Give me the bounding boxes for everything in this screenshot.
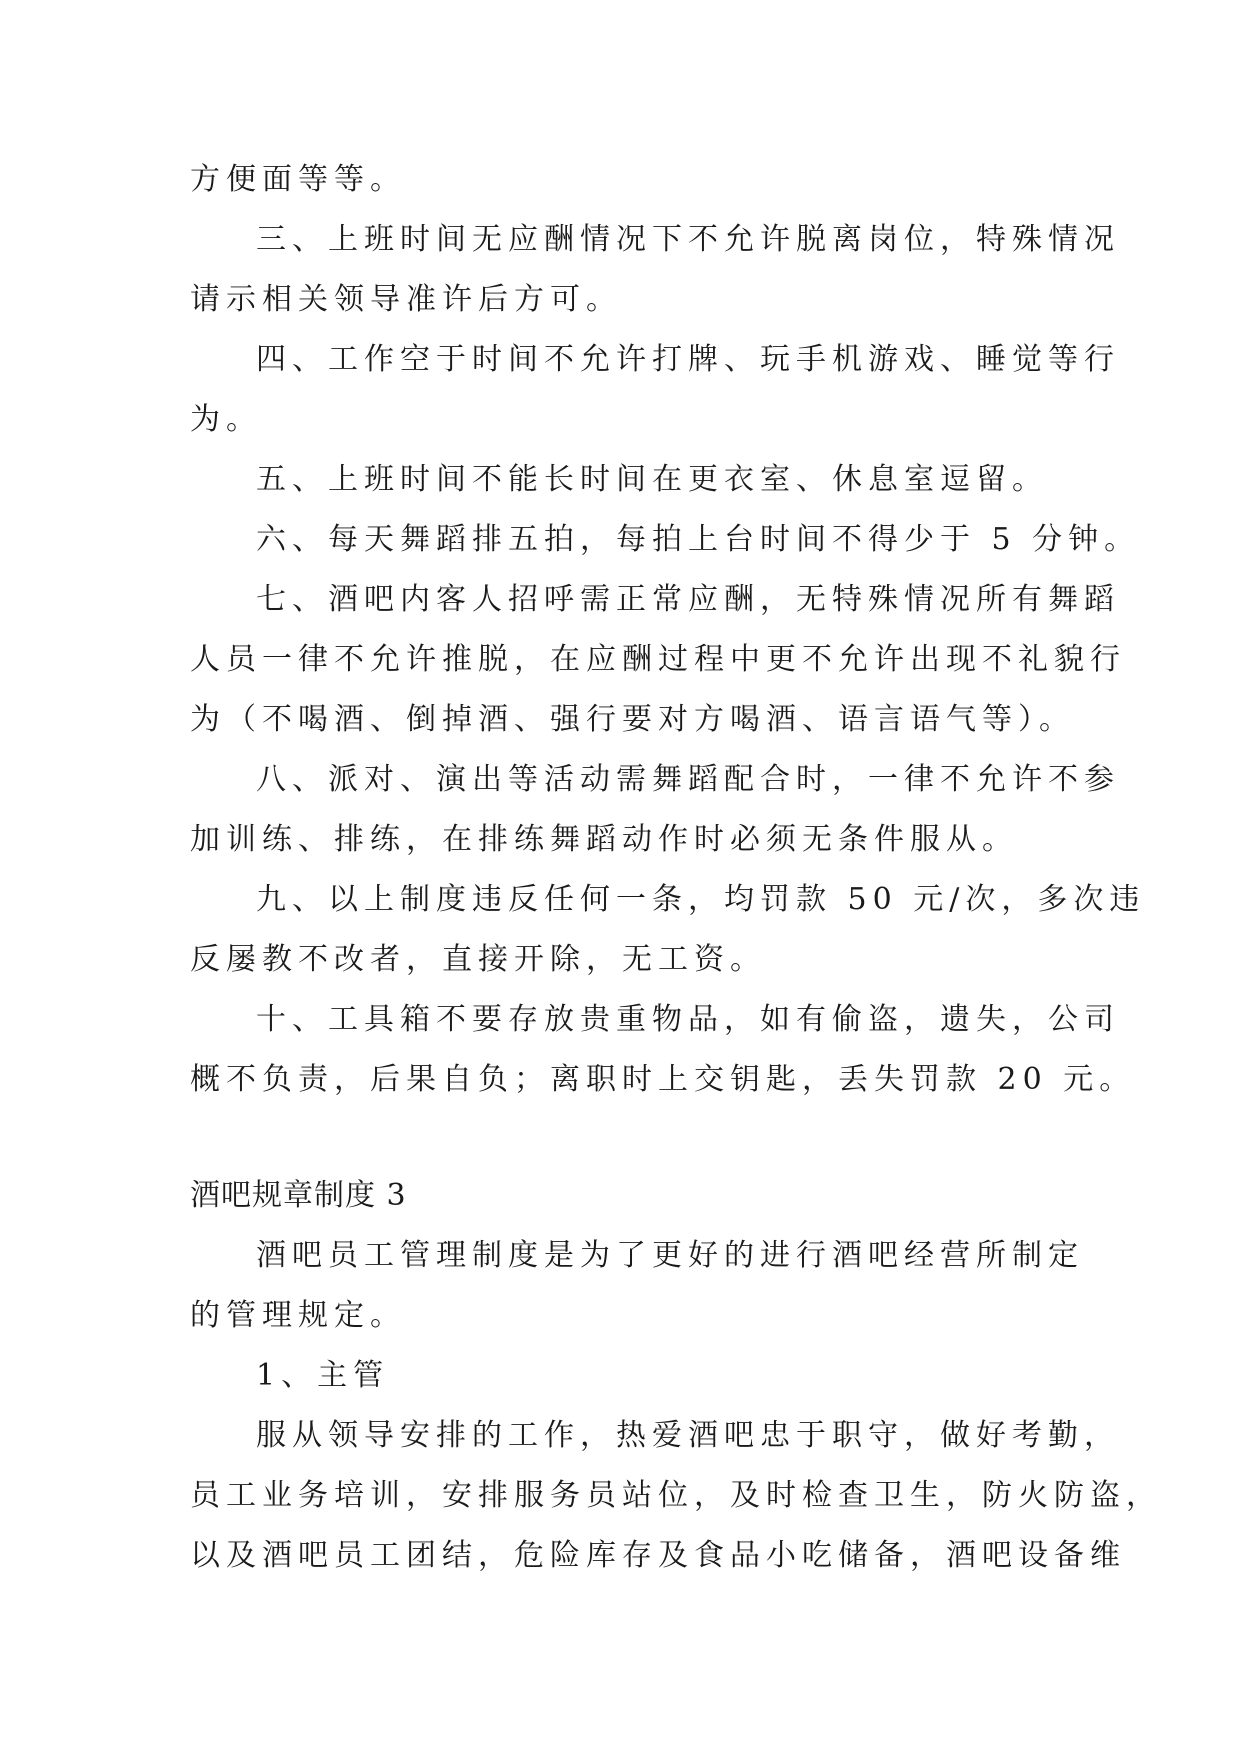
rule-3-line-1: 三、上班时间无应酬情况下不允许脱离岗位，特殊情况 [256,222,1120,257]
rule-3-line-2: 请示相关领导准许后方可。 [190,282,622,317]
rule-10-line-2: 概不负责，后果自负；离职时上交钥匙，丢失罚款 20 元。 [190,1062,1136,1097]
rule-8-line-2: 加训练、排练，在排练舞蹈动作时必须无条件服从。 [190,822,1018,857]
rule-4-line-1: 四、工作空于时间不允许打牌、玩手机游戏、睡觉等行 [256,342,1120,377]
section-heading: 酒吧规章制度 3 [190,1178,407,1213]
supervisor-line-1: 服从领导安排的工作，热爱酒吧忠于职守，做好考勤， [256,1418,1120,1453]
supervisor-line-3: 以及酒吧员工团结，危险库存及食品小吃储备，酒吧设备维 [190,1538,1126,1573]
rule-8-line-1: 八、派对、演出等活动需舞蹈配合时，一律不允许不参 [256,762,1120,797]
intro-line-2: 的管理规定。 [190,1298,406,1333]
subsection-heading: 1、主管 [256,1358,390,1393]
rule-4-line-2: 为。 [190,402,262,437]
text-line: 方便面等等。 [190,162,406,197]
rule-7-line-3: 为（不喝酒、倒掉酒、强行要对方喝酒、语言语气等）。 [190,702,1075,737]
supervisor-line-2: 员工业务培训，安排服务员站位，及时检查卫生，防火防盗， [190,1478,1162,1513]
intro-line-1: 酒吧员工管理制度是为了更好的进行酒吧经营所制定 [256,1238,1084,1273]
rule-10-line-1: 十、工具箱不要存放贵重物品，如有偷盗，遗失，公司 [256,1002,1120,1037]
rule-9-line-1: 九、以上制度违反任何一条，均罚款 50 元/次，多次违 [256,882,1146,917]
rule-5-line-1: 五、上班时间不能长时间在更衣室、休息室逗留。 [256,462,1048,497]
rule-9-line-2: 反屡教不改者，直接开除，无工资。 [190,942,766,977]
rule-7-line-2: 人员一律不允许推脱，在应酬过程中更不允许出现不礼貌行 [190,642,1126,677]
rule-6-line-1: 六、每天舞蹈排五拍，每拍上台时间不得少于 5 分钟。 [256,522,1141,557]
rule-7-line-1: 七、酒吧内客人招呼需正常应酬，无特殊情况所有舞蹈 [256,582,1120,617]
